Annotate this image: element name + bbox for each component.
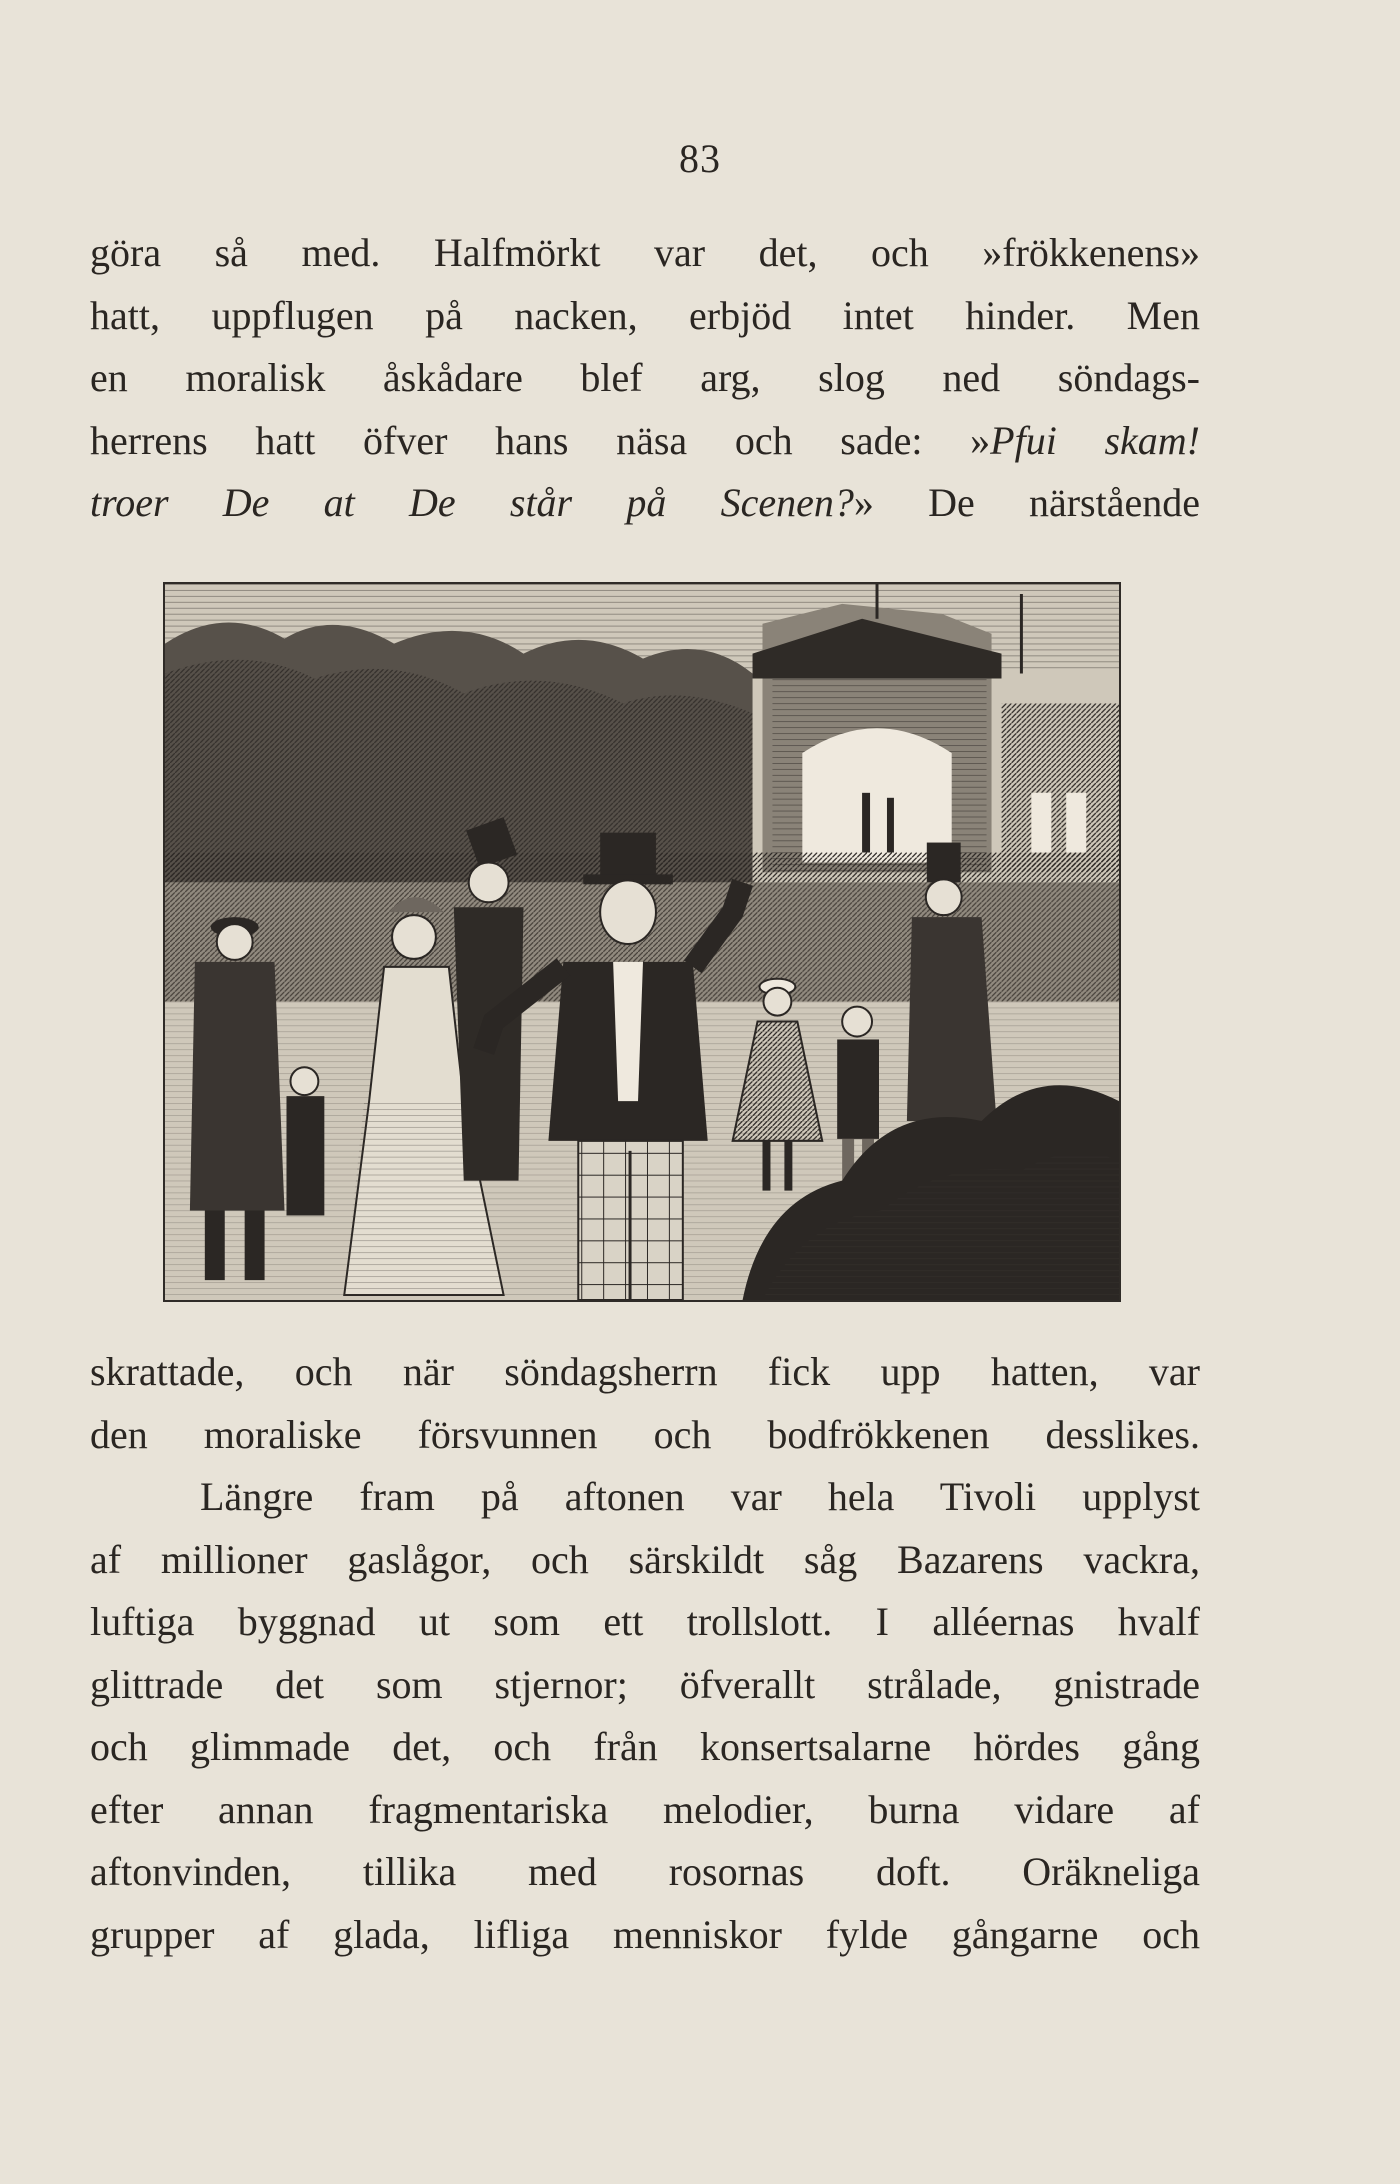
text-line bbox=[90, 472, 1200, 535]
text-line: aftonvinden, tillika med rosornas doft. Oräkneliga bbox=[90, 1849, 1200, 1894]
text-line: af millioner gaslågor, och särskildt såg Bazarens vackra, bbox=[90, 1536, 1200, 1582]
text-line: glittrade det som stjernor; öfverallt strålade, gnistrade bbox=[90, 1661, 1200, 1707]
tivoli-crowd-engraving bbox=[165, 584, 1119, 1300]
text-line: skrattade, och när söndagsherrn fick upp hatten, var bbox=[90, 1349, 1200, 1394]
text-segment: » De närstående bbox=[853, 480, 1200, 525]
text-line: Längre fram på aftonen var hela Tivoli upplyst bbox=[200, 1474, 1200, 1519]
italic-quote: troer De at De står på Scenen? bbox=[90, 480, 854, 525]
engraving-illustration bbox=[163, 582, 1121, 1302]
text-segment: herrens hatt öfver hans näsa och sade: » bbox=[90, 417, 991, 463]
text-line: hatt, uppflugen på nacken, erbjöd intet hinder. Men bbox=[90, 292, 1200, 338]
text-line: en moralisk åskådare blef arg, slog ned söndags- bbox=[90, 355, 1200, 400]
italic-quote: Pfui skam! bbox=[990, 417, 1200, 463]
bottom-paragraphs bbox=[90, 1341, 1200, 1966]
top-paragraph bbox=[90, 222, 1200, 535]
text-line bbox=[90, 410, 1200, 473]
text-line: göra så med. Halfmörkt var det, och »frökkenens» bbox=[90, 230, 1200, 275]
text-line: luftiga byggnad ut som ett trollslott. I alléernas hvalf bbox=[90, 1599, 1200, 1644]
page-number: 83 bbox=[679, 136, 721, 181]
text-line: grupper af glada, lifliga menniskor fylde gångarne och bbox=[90, 1911, 1200, 1957]
text-line: och glimmade det, och från konsertsalarne hördes gång bbox=[90, 1724, 1200, 1769]
text-line: efter annan fragmentariska melodier, burna vidare af bbox=[90, 1786, 1200, 1832]
text-line: den moraliske försvunnen och bodfrökkenen desslikes. bbox=[90, 1411, 1200, 1457]
